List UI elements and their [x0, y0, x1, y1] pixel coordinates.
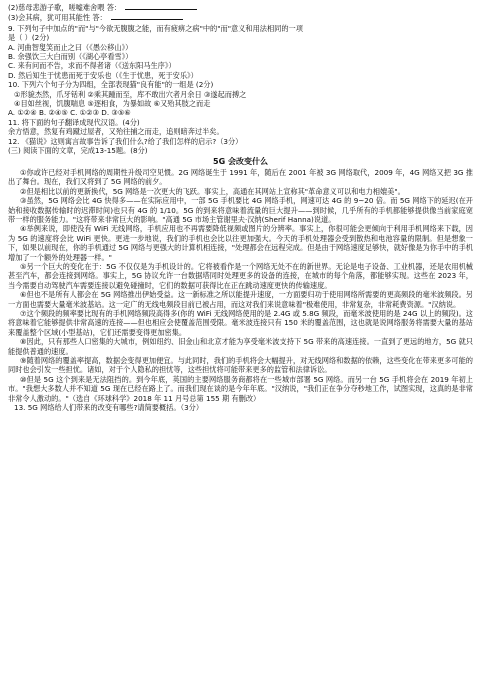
paragraph-9: ⑨随着网络的覆盖率提高，数据会变得更加便宜。与此同时，我们的手机将会大幅提升，对无线网络和数据的依赖，这些变化在带来更多可能的同时也会引发一些担忧。诸如，对于个人隐私的担忧等，这些担忧将可能带来更多的监管和法律诉讼。: [8, 356, 473, 375]
answer-blank[interactable]: [111, 12, 183, 20]
paragraph-10: ⑩但是 5G 这个到来是无法阻挡的。到今年底，英国的主要网络服务商都将在一些城市部署 5G 网络。而另一台 5G 手机将会在 2019 年初上市。"我想大多数人并不知道 5G 现在已经在路上了。而我们现在谈的是今年年底。"汉纳说，"我们正在争分夺秒地工作，试图实现，这真的是非常非常令人激动的。"（选自《环球科学》2018 年 11 月号总第 155 期 有删改）: [8, 374, 473, 403]
question-11-stem: 11. 将下面的句子翻译成现代汉语。(4分): [8, 117, 140, 127]
option-a: A. 河曲智叟笑而止之曰（《愚公移山》）: [8, 42, 133, 52]
paragraph-4: ④举例来说，即使没有 WiFi 无线网络，手机应用也不再需要降低视频或图片的分辨率。事实上，你很可能会更倾向于利用手机网络来下载，因为 5G 的速度将会比 WiFi 更快。更进一步地说，我们的手机也会比以往更加强大。今天的手机处理器会受到散热和电池容量的限制。但是想象一下，如果以前现在，你的手机通过 5G 网络与更强大的计算机相连接，"处理都会在远程完成。但是由于网络速度足够快，就好像是为你手中的手机增加了一个额外的处理器一样。": [8, 224, 473, 262]
option-d: D. 然后知生于忧患而死于安乐也（《生于忧患，死于安乐》）: [8, 70, 198, 80]
paragraph-7: ⑦这个频段的频率要比现有的手机网络频段高得多(你的 WiFi 无线网络使用的是 2.4G 或 5.8G 频段，而毫米波使用的是 24G 以上的频段)。这将意味着它能够提供非常高速的连接——但也相应会使覆盖范围受限。毫米波连接只有 150 米的覆盖范围，这也就是说网络服务将需要大量的基站来覆盖整个区域(小型基站)，它们还需要变得更加密集。: [8, 309, 473, 337]
paragraph-3: ③虽然，5G 网络会比 4G 快得多——在实际应用中，一部 5G 手机要比 4G 网络手机，网速可达 4G 的 9~20 倍。而 5G 网络下的延迟(在开始和接收数据传输时的迟滞时间)也只有 4G 的 1/10。5G 的到来将意味着流量的巨大提升——到时候，几乎所有的手机都能够提供像当前家庭宽带一样的服务能力。"这将带来非常巨大的影响。"高通 5G 市场主管谢里夫·汉纳(Sherif Hanna)说道。: [8, 196, 473, 224]
paragraph-5: ⑤另一个巨大的变化在于：5G 不仅仅是为手机设计的。它将被看作是一个网络无处不在的新世界。无论是电子设备、工业机器，还是农用机械甚至汽车，都会连接到网络。事实上，5G 协议允许一台数据塔同时处理更多的设备的连接，在城市的每个角落，都能够实现。这些在 2023 年，当今需要自动驾驶汽车需要连接以避免碰撞时，它们的数据可获得比在正在跳动速度更快的传输速度。: [8, 261, 473, 290]
article-title: 5G 会改变什么: [213, 156, 268, 166]
item-2: (2)慈母悲游子歌，嗟嘘难舍喂 答：: [8, 2, 473, 12]
question-11-sentence: 余方悟意，然复有鸡蹴过屋者，又殆往捕之而走，追则暗奔过半矣。: [8, 127, 224, 137]
question-9-stem: 9. 下列句子中加点的"而"与"今欲无腹腹之能，而有疲痹之病"中的"而"意义和用法相同的一项: [8, 23, 303, 33]
option-b: B. 余强饮三大白而别（《湖心亭看雪》）: [8, 52, 133, 62]
question-9-stem-cont: 是（ ）(2分): [8, 33, 50, 43]
item-3: (3)会其病，犹可用其能性 答：: [8, 12, 473, 22]
question-10-stem: 10. 下列六个句子分为四组，全部表现猫"良有能"的一组是 (2分): [8, 80, 214, 90]
paragraph-8: ⑧因此，只有那些人口密集的大城市，例如纽约、旧金山和北京才能为享受毫米波支持下 5G 带来的高速连接。一直到了更远的地方，5G 就只能提供普通的速度。: [8, 337, 473, 356]
option-c: C. 来有问而不告，求而不得者诸（《送东阳马生序》）: [8, 61, 176, 71]
question-13-stem: 13. 5G 网络给人们带来的改变有哪些?请简要概括。（3分）: [14, 403, 204, 413]
paragraph-1: ①你或许已经对手机网络的周期性升级司空见惯。2G 网络诞生于 1991 年，随后在 2001 年被 3G 网络取代，2009 年，4G 网络又把 3G 推出了舞台。现在，我们又将到了 5G 网络的前夕。: [8, 167, 473, 187]
question-10-row-2: ④目如丝视，饥腹喘息 ⑤逐相食，为暴如故 ⑥又殆其肢之而走: [14, 99, 211, 109]
section-3-stem: (三) 阅读下面的文章，完成13-15题。(8分): [8, 146, 148, 156]
paragraph-6: ⑥但也不是所有人都会在 5G 网络推出伊始受益。这一新标准之所以能提升速度，一方面要归功于使用网络所需要的更高频段的毫米波频段。另一方面也需要大量毫米波基站。这一定广的无线电频段目前已被占用，而这对我们来说意味着"极难使用，非常复杂，非常耗费资源。"汉纳说。: [8, 290, 473, 309]
answer-blank[interactable]: [125, 2, 197, 10]
question-12-stem: 12. 《猫说》这则寓言故事告诉了我们什么?给了我们怎样的启示?（3分）: [8, 136, 243, 146]
question-10-choices: A. ①②④ B. ②④⑤ C. ①②③ D. ③⑤⑥: [8, 108, 131, 118]
paragraph-2: ②但是相比以前的更新换代，5G 网络是一次更大的飞跃。事实上，高通在其网站上宣称其"革命意义可以和电力相媲美"。: [20, 186, 405, 196]
question-10-row-1: ①形貌杰然，爪牙铦利 ②乘其踵而至，库不敢出穴者月余日 ③遂起而搏之: [14, 89, 247, 99]
